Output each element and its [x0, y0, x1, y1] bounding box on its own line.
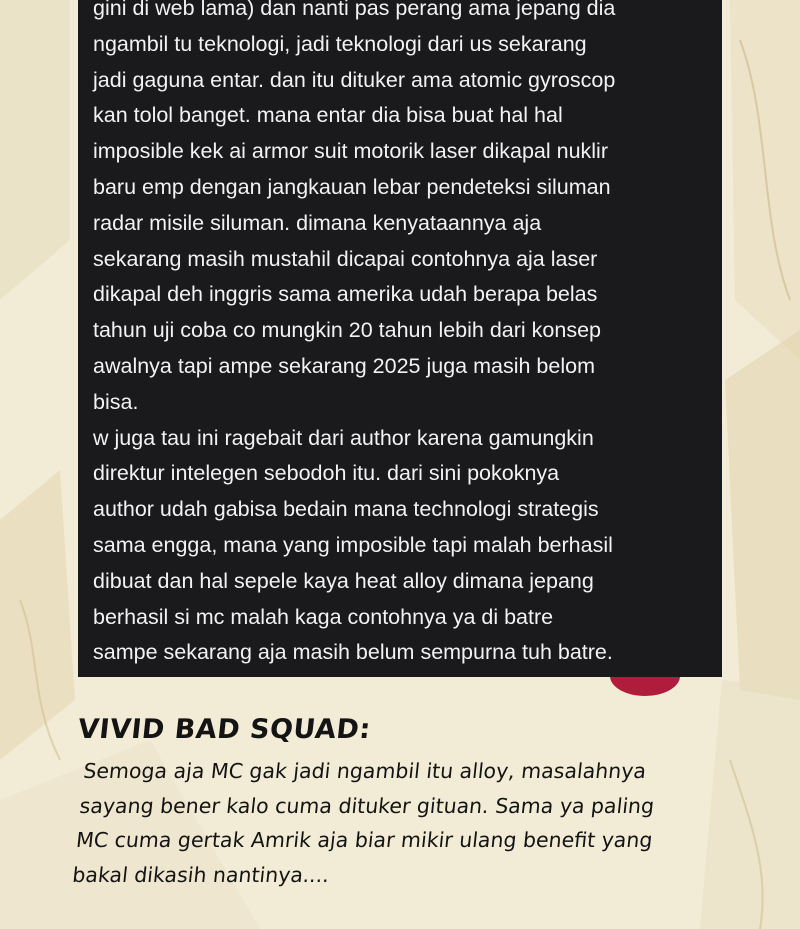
comment-line: bisa.	[93, 389, 139, 414]
note-line: Semoga aja MC gak jadi ngambil itu alloy, masalahnya	[82, 759, 648, 783]
comment-line: gini di web lama) dan nanti pas perang ama jepang dia	[93, 0, 616, 20]
comment-line: awalnya tapi ampe sekarang 2025 juga masih belom	[93, 353, 595, 378]
comment-line: baru emp dengan jangkauan lebar pendeteksi siluman	[93, 174, 611, 199]
comment-line: radar misile siluman. dimana kenyataannya aja	[93, 210, 542, 235]
note-line: sayang bener kalo cuma dituker gituan. Sama ya paling	[78, 793, 656, 818]
comment-screenshot-box	[78, 0, 722, 677]
note-line: MC cuma gertak Amrik aja biar mikir ulang benefit yang	[74, 828, 654, 852]
comment-line: dibuat dan hal sepele kaya heat alloy dimana jepang	[93, 568, 594, 593]
comment-text	[93, 0, 718, 671]
comment-line: ngambil tu teknologi, jadi teknologi dari us sekarang	[93, 31, 587, 56]
comment-line: direktur intelegen sebodoh itu. dari sini pokoknya	[93, 461, 560, 486]
note-body	[71, 754, 786, 892]
comment-line: kan tolol banget. mana entar dia bisa buat hal hal	[93, 103, 563, 128]
comment-line: dikapal deh inggris sama amerika udah berapa belas	[93, 282, 598, 307]
comment-line: jadi gaguna entar. dan itu dituker ama atomic gyroscop	[93, 67, 616, 92]
note-line: bakal dikasih nantinya....	[71, 862, 331, 887]
comment-line: w juga tau ini ragebait dari author karena gamungkin	[93, 425, 594, 450]
comment-line: tahun uji coba co mungkin 20 tahun lebih dari konsep	[93, 318, 601, 343]
comment-line: sampe sekarang aja masih belum sempurna tuh batre.	[93, 640, 613, 665]
comment-line: sekarang masih mustahil dicapai contohnya aja laser	[93, 246, 598, 271]
note-title: VIVID BAD SQUAD:	[76, 714, 373, 745]
comment-line: imposible kek ai armor suit motorik laser dikapal nuklir	[93, 139, 608, 164]
translator-note	[71, 712, 778, 892]
comment-line: author udah gabisa bedain mana technologi strategis	[93, 497, 599, 522]
comment-line: berhasil si mc malah kaga contohnya ya di batre	[93, 604, 554, 629]
comment-line: sama engga, mana yang imposible tapi malah berhasil	[93, 532, 613, 557]
